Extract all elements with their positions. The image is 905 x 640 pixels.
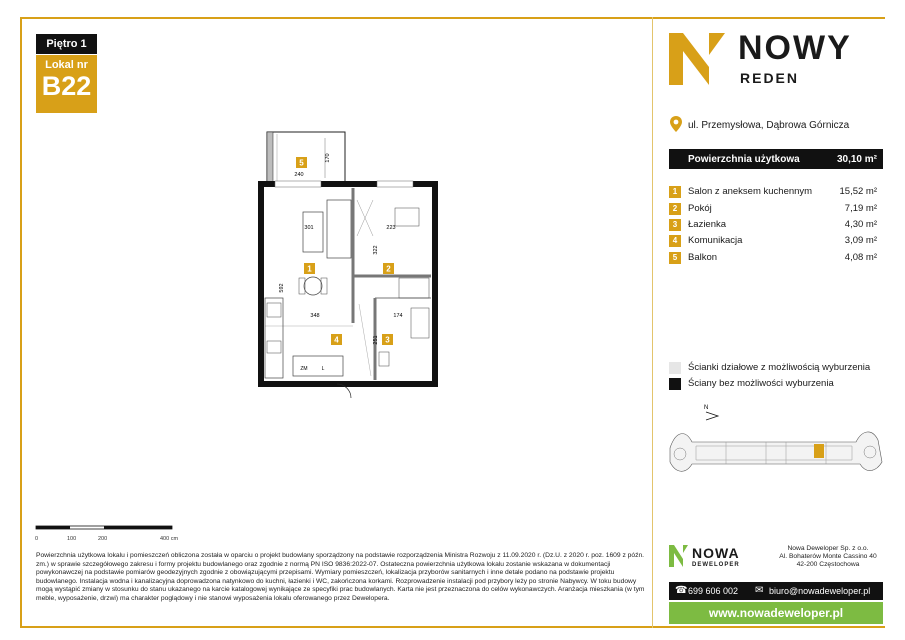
legend-item-structural (669, 378, 883, 392)
footnote-text: Powierzchnia użytkowa lokalu i pomieszczeń obliczona została w oparciu o projekt budowlany sporządzony na podstawie rozporządzenia Ministra Rozwoju z 11.09.2020 r. (Dz.U. z 2020 r. poz. 1609 z późn. zm.) w sprawie szczegółowego zakresu i formy projektu budowlanego oraz zgodnie z normą PN ISO 9836:2022-07. Ostateczna powierzchnia użytkowa lokalu zostanie wskazana w dokumentacji powykonawczej na podstawie pomiarów geodezyjnych zgodnie z obowiązującymi przepisami. Wymiary pomieszczeń, lokalizacja przyborów sanitarnych i inne detale podano na podstawie projektu budowlanego. Instalacja wodna i kanalizacyjna doprowadzona natynkowo do kuchni, łazienki i WC, zakończona korkami. Rozprowadzenie instalacji pod przybory leży po stronie Nabywcy. W toku budowy mogą wystąpić zmiany w stosunku do stanu ukazanego na karcie katalogowej wynikające ze specyfiki prac budowlanych. Karta nie jest przeznaczona do celów wykonawczych. Aranżacja mieszkania (w tym meble, wyposażenie, drzwi) ma charakter poglądowy i nie stanowi wyposażenia lokalu oferowanego przez Dewelopera. (36, 552, 645, 602)
scale-tick-400: 400 cm (160, 536, 179, 542)
top-border (20, 17, 885, 19)
room-area: 3,09 m² (844, 235, 877, 246)
room-number: 2 (669, 203, 681, 215)
scale-tick-100: 100 (67, 536, 77, 542)
logo-word-nowy: NOWY (738, 29, 852, 67)
fixture-zm: ZM (300, 366, 308, 372)
room-row (669, 235, 883, 249)
dim-322: 322 (373, 245, 379, 255)
room-name: Łazienka (688, 219, 727, 230)
dim-301: 301 (304, 225, 314, 231)
dim-251: 251 (373, 335, 379, 345)
mail-icon: ✉ (755, 585, 764, 596)
dev-logo-word: NOWA (692, 545, 740, 561)
dim-174: 174 (393, 313, 403, 319)
nowa-deweloper-logo-icon (669, 545, 689, 567)
dim-223: 223 (386, 225, 396, 231)
room-name: Salon z aneksem kuchennym (688, 186, 813, 197)
legend-swatch-dark (669, 378, 681, 390)
room-name: Pokój (688, 203, 712, 214)
dim-592: 592 (279, 283, 285, 293)
developer-name: Nowa Deweloper Sp. z o.o. (787, 545, 869, 552)
room-number: 3 (669, 219, 681, 231)
developer-city: 42-200 Częstochowa (796, 561, 860, 568)
legend-label: Ściany bez możliwości wyburzenia (688, 378, 834, 389)
site-key-plan (666, 400, 888, 490)
room-marker-5: 5 (299, 158, 304, 168)
developer-street: Al. Bohaterów Monte Cassino 40 (779, 553, 877, 560)
scale-tick-0: 0 (35, 536, 39, 542)
unit-caption: Lokal nr (45, 59, 88, 71)
dim-240: 240 (294, 172, 304, 178)
scale-tick-200: 200 (98, 536, 108, 542)
usable-area-label: Powierzchnia użytkowa (688, 154, 800, 165)
dev-logo-subword: DEWELOPER (692, 562, 740, 568)
room-area: 4,30 m² (844, 219, 877, 230)
north-label: N (704, 405, 709, 411)
website-link[interactable]: www.nowadeweloper.pl (669, 602, 883, 624)
fixture-l: L (321, 366, 325, 372)
room-area: 4,08 m² (844, 252, 877, 263)
dim-170: 170 (325, 153, 331, 163)
developer-address (770, 545, 886, 569)
legend-item-removable (669, 362, 883, 376)
floor-label: Piętro 1 (36, 34, 97, 54)
left-border (20, 17, 22, 628)
room-marker-4: 4 (334, 335, 339, 345)
location-pin-icon (670, 116, 682, 132)
email-address[interactable]: biuro@nowadeweloper.pl (769, 586, 871, 596)
address-text: ul. Przemysłowa, Dąbrowa Górnicza (688, 120, 850, 131)
usable-area-header (669, 149, 883, 169)
room-name: Komunikacja (688, 235, 743, 246)
room-marker-3: 3 (385, 335, 390, 345)
room-row (669, 252, 883, 266)
bottom-border (20, 626, 885, 628)
phone-number[interactable]: 699 606 002 (688, 586, 739, 596)
phone-icon: ☎ (675, 585, 688, 596)
room-row (669, 219, 883, 233)
unit-number: B22 (41, 71, 92, 101)
room-name: Balkon (688, 252, 718, 263)
contact-bar (669, 582, 883, 600)
legend-swatch-light (669, 362, 681, 374)
nowy-reden-logo-icon (669, 33, 731, 85)
room-row (669, 203, 883, 217)
legend-label: Ścianki działowe z możliwością wyburzenia (688, 362, 871, 373)
usable-area-value: 30,10 m² (836, 154, 877, 165)
divider-line (652, 17, 653, 628)
room-marker-1: 1 (307, 264, 312, 274)
room-number: 4 (669, 235, 681, 247)
dim-348: 348 (310, 313, 320, 319)
logo-word-reden: REDEN (740, 70, 800, 86)
room-marker-2: 2 (386, 264, 391, 274)
room-number: 1 (669, 186, 681, 198)
room-area: 7,19 m² (844, 203, 877, 214)
floor-plan (255, 128, 440, 398)
room-row (669, 186, 883, 200)
room-area: 15,52 m² (839, 186, 877, 197)
room-number: 5 (669, 252, 681, 264)
unit-badge (36, 55, 97, 113)
